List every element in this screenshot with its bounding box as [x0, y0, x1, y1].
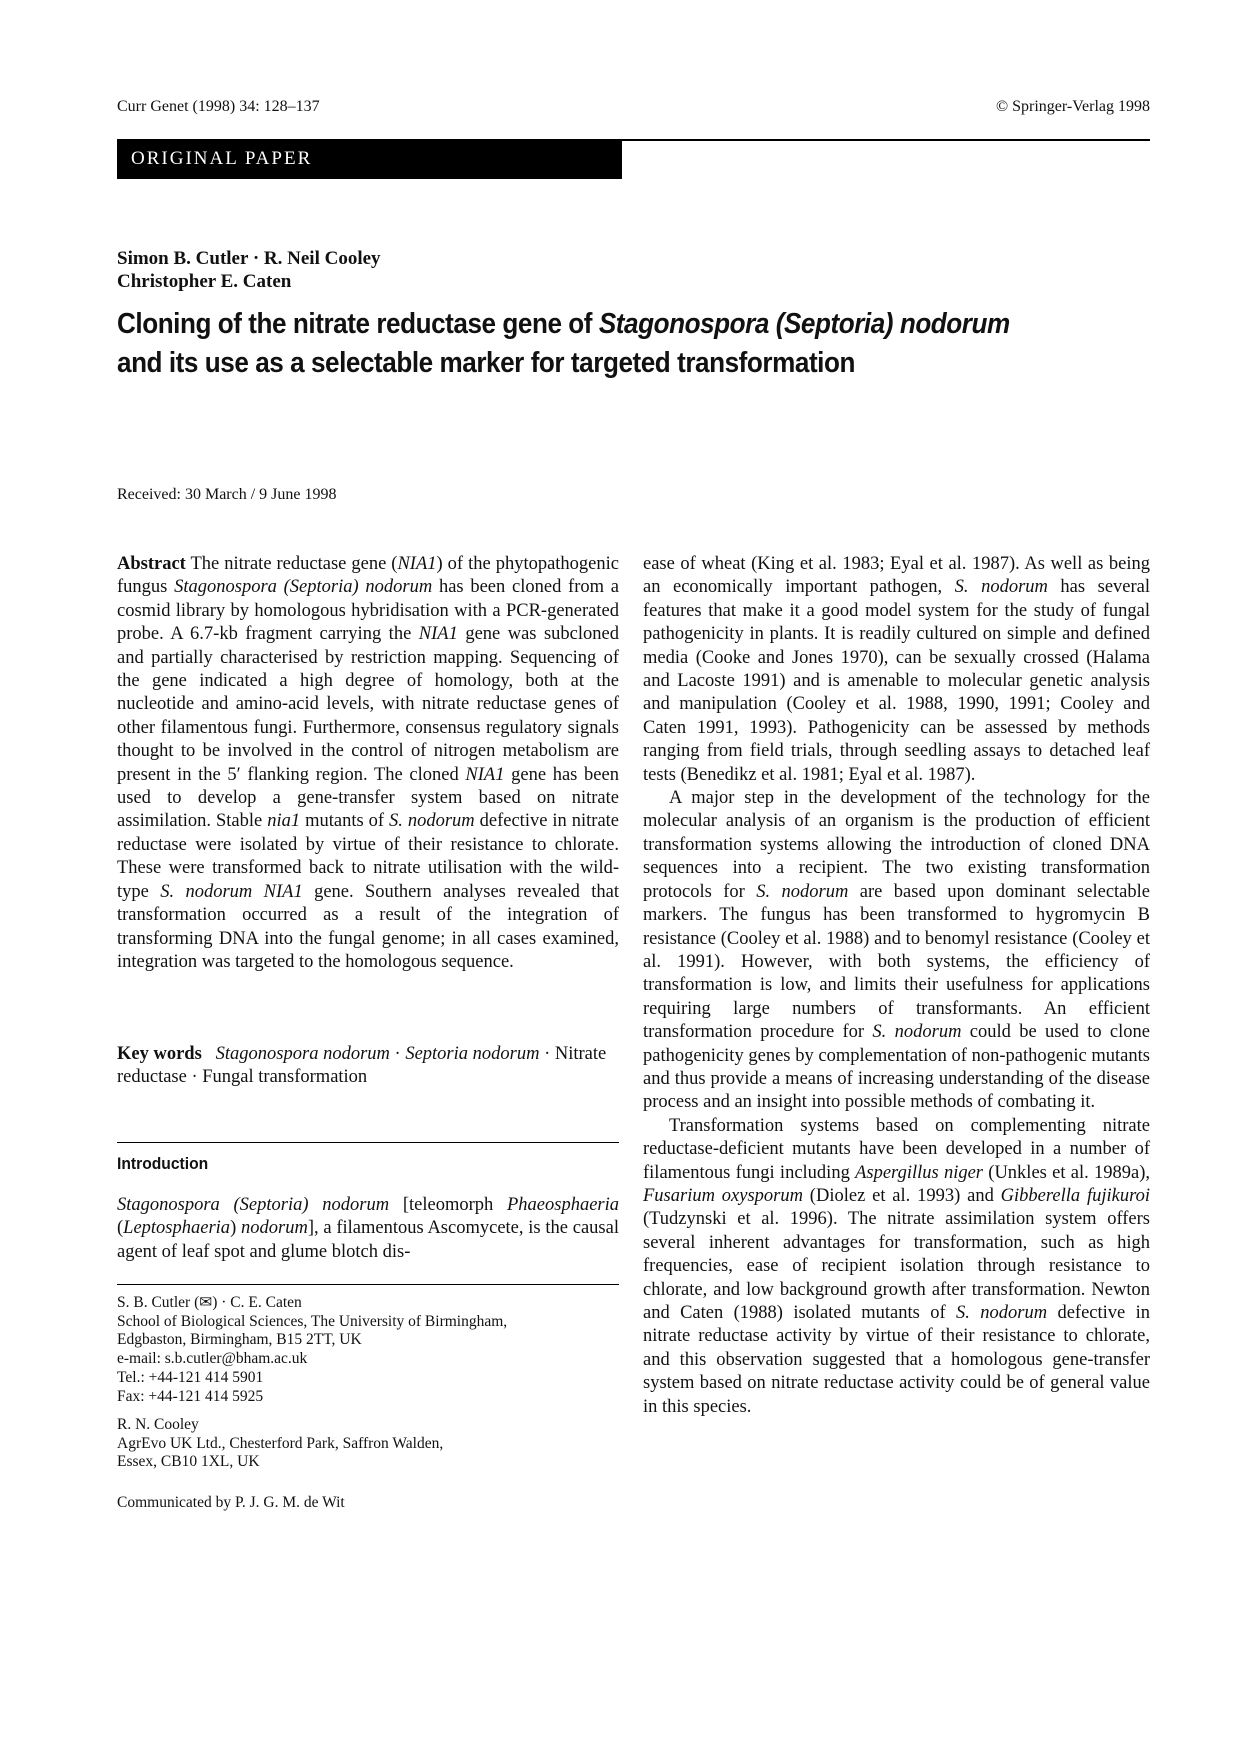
introduction-heading: Introduction	[117, 1154, 209, 1173]
body-text-right-column	[643, 553, 1150, 1419]
author-affiliation-2: R. N. Cooley AgrEvo UK Ltd., Chesterford Park, Saffron Walden, Essex, CB10 1XL, UK	[117, 1416, 444, 1471]
article-type-banner	[117, 139, 622, 179]
paragraph: Transformation systems based on complementing nitrate reductase-deficient mutants have been developed in a number of filamentous fungi including Aspergillus niger (Unkles et al. 1989a), Fusarium oxysporum (Diolez et al. 1993) and Gibberella fujikuroi (Tudzynski et al. 1996). The nitrate assimilation system offers several inherent advantages for transformation, such as high frequencies, ease of recipient isolation through resistance to chlorate, and low background growth after transformation. Newton and Caten (1988) isolated mutants of S. nodorum defective in nitrate reductase activity by virtue of their resistance to chlorate, and this observation suggested that a homologous gene-transfer system based on nitrate reductase activity could be of general value in this species.	[643, 1115, 1151, 1417]
title-line-1: Cloning of the nitrate reductase gene of Stagonospora (Septoria) nodorum	[117, 308, 1010, 340]
paper-title	[117, 305, 1053, 383]
publisher-copyright: © Springer-Verlag 1998	[995, 98, 1150, 115]
telephone: Tel.: +44-121 414 5901	[117, 1368, 264, 1386]
corresponding-authors: S. B. Cutler (✉) · C. E. Caten	[117, 1294, 302, 1311]
author-line: Simon B. Cutler · R. Neil Cooley	[117, 248, 381, 269]
email: e-mail: s.b.cutler@bham.ac.uk	[117, 1350, 308, 1368]
paragraph: A major step in the development of the technology for the molecular analysis of an organism is the production of efficient transformation systems allowing the introduction of cloned DNA sequences into a recipient. The two existing transformation protocols for S. nodorum are based upon dominant selectable markers. The fungus has been transformed to hygromycin B resistance (Cooley et al. 1988) and to benomyl resistance (Cooley et al. 1991). However, with both systems, the efficiency of transformation is low, and limits their usefulness for applications requiring large numbers of transformants. An efficient transformation procedure for S. nodorum could be used to clone pathogenicity genes by complementation of non-pathogenic mutants and thus provide a means of increasing understanding of the disease process and an insight into possible methods of combating it.	[643, 788, 1150, 1113]
fax: Fax: +44-121 414 5925	[117, 1387, 264, 1405]
abstract: Abstract The nitrate reductase gene (NIA1) of the phytopathogenic fungus Stagonospora (Septoria) nodorum has been cloned from a cosmid library by homologous hybridisation with a PCR-generated probe. A 6.7-kb fragment carrying the NIA1 gene was subcloned and partially characterised by restriction mapping. Sequencing of the gene indicated a high degree of homology, both at the nucleotide and amino-acid levels, with nitrate reductase genes of other filamentous fungi. Furthermore, consensus regulatory signals thought to be involved in the control of nitrogen metabolism are present in the 5′ flanking region. The cloned NIA1 gene has been used to develop a gene-transfer system based on nitrate assimilation. Stable nia1 mutants of S. nodorum defective in nitrate reductase were isolated by virtue of their resistance to chlorate. These were transformed back to nitrate utilisation with the wild-type S. nodorum NIA1 gene. Southern analyses revealed that transformation occurred as a result of the integration of transforming DNA into the fungal genome; in all cases examined, integration was targeted to the homologous sequence.	[117, 554, 620, 972]
header-rule	[622, 139, 1150, 141]
footnote-rule	[117, 1284, 619, 1285]
title-line-2: and its use as a selectable marker for targeted transformation	[117, 347, 855, 379]
keywords: Key words Stagonospora nodorum · Septoria nodorum · Nitrate reductase · Fungal transformation	[117, 1044, 607, 1088]
keywords-heading: Key words	[117, 1044, 202, 1064]
paragraph: ease of wheat (King et al. 1983; Eyal et al. 1987). As well as being an economically important pathogen, S. nodorum has several features that make it a good model system for the study of fungal pathogenicity in plants. It is readily cultured on simple and defined media (Cooke and Jones 1970), can be sexually crossed (Halama and Lacoste 1991) and is amenable to molecular genetic analysis and manipulation (Cooley et al. 1988, 1990, 1991; Cooley and Caten 1991, 1993). Pathogenicity can be assessed by methods ranging from field trials, through seedling assays to detached leaf tests (Benedikz et al. 1981; Eyal et al. 1987).	[643, 554, 1151, 785]
abstract-heading: Abstract	[117, 554, 186, 574]
journal-citation: Curr Genet (1998) 34: 128–137	[117, 98, 320, 115]
communicated-by: Communicated by P. J. G. M. de Wit	[117, 1494, 345, 1511]
author-line: Christopher E. Caten	[117, 271, 292, 292]
article-type-label: ORIGINAL PAPER	[131, 148, 313, 169]
author-list	[117, 247, 381, 293]
section-rule	[117, 1142, 619, 1143]
introduction-text: Stagonospora (Septoria) nodorum [teleomorph Phaeosphaeria (Leptosphaeria) nodorum], a filamentous Ascomycete, is the causal agent of leaf spot and glume blotch dis-	[117, 1195, 619, 1262]
received-dates: Received: 30 March / 9 June 1998	[117, 486, 337, 503]
author-affiliation-1: S. B. Cutler (✉) · C. E. Caten School of Biological Sciences, The University of Birmingham, Edgbaston, Birmingham, B15 2TT, UK e-mail: s.b.cutler@bham.ac.uk Tel.: +44-121 414 5901 Fax: +44-121 414 5925	[117, 1294, 619, 1406]
